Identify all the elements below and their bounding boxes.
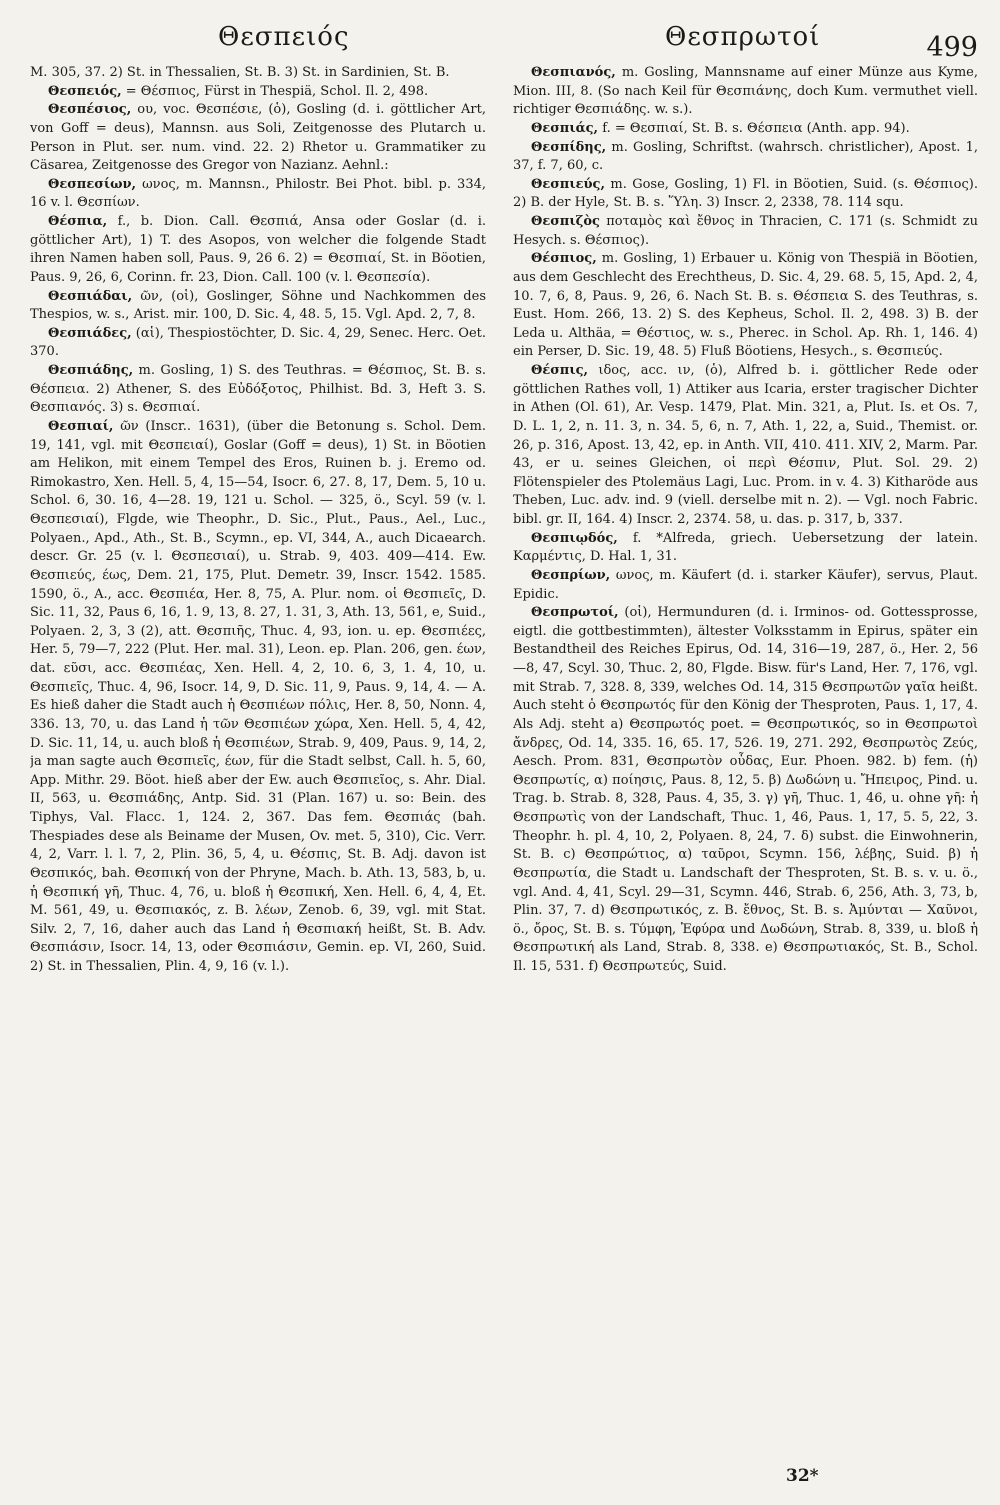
- entry-text: ῶν, (οἱ), Goslinger, Söhne und Nachkommen des Thespios, w. s., Arist. mir. 100, D. Sic. 4, 48. 5, 15. Vgl. Apd. 2, 7, 8.: [30, 288, 486, 323]
- dictionary-entry: [513, 567, 978, 604]
- dictionary-entry: [30, 418, 486, 977]
- dictionary-entry: [513, 139, 978, 176]
- dictionary-entry: [30, 288, 486, 325]
- entry-headword: Θεσπειός,: [48, 83, 122, 99]
- entry-headword: Θεσπιάδαι,: [48, 288, 133, 304]
- entry-headword: Θεσπιάδης,: [48, 363, 134, 378]
- entry-headword: Θεσπιῳδός,: [531, 530, 618, 546]
- dictionary-entry: [513, 176, 978, 213]
- entry-headword: Θεσπίδης,: [531, 139, 607, 155]
- entry-text: ῶν (Inscr.. 1631), (über die Betonung s. Schol. Dem. 19, 141, vgl. mit Θεσπειαί), Goslar (Goff = deus), 1) St. in Böotien am Helikon, mit einem Tempel des Eros, Ruinen b. j. Eremo od. Rimokastro, Xen. Hell. 5, 4, 15—54, Isocr. 6, 27. 8, 17, Dem. 5, 10 u. Schol. 6, 30. 16, 4—28. 19, 121 u. Schol. — 325, ö., Scyl. 59 (v. l. Θεσπεσιαί), Flgde, wie Theophr., D. Sic., Plut., Paus., Ael., Luc., Polyaen., Apd., Ath., St. B., Scymn., ep. VI, 344, A., auch Dicaearch. descr. Gr. 25 (v. l. Θεσπεσιαί), u. Strab. 9, 403. 409—414. Ew. Θεσπιεύς, έως, Dem. 21, 175, Plut. Demetr. 39, Inscr. 1542. 1585. 1590, ö., A., acc. Θεσπιέα, Her. 8, 75, A. Plur. nom. οἱ Θεσπιεῖς, D. Sic. 11, 32, Paus 6, 16, 1. 9, 13, 8. 27, 1. 31, 3, Ath. 13, 561, e, Suid., Polyaen. 2, 3, 3 (2), att. Θεσπιῆς, Thuc. 4, 93, ion. u. ep. Θεσπιέες, Her. 5, 79—7, 222 (Plut. Her. mal. 31), Leon. ep. Plan. 206, gen. έων, dat. εῦσι, acc. Θεσπιέας, Xen. Hell. 4, 2, 10. 6, 3, 1. 4, 10, u. Θεσπιεῖς, Thuc. 4, 96, Isocr. 14, 9, D. Sic. 11, 9, Paus. 9, 14, 4. — A. Es hieß daher die Stadt auch ἡ Θεσπιέων πόλις, Her. 8, 50, Nonn. 4, 336. 13, 70, u. das Land ἡ τῶν Θεσπιέων χώρα, Xen. Hell. 5, 4, 42, D. Sic. 11, 14, u. auch bloß ἡ Θεσπιέων, Strab. 9, 409, Paus. 9, 14, 2, ja man sagte auch Θεσπιεῖς, έων, für die Stadt selbst, Call. h. 5, 60, App. Mithr. 29. Böot. hieß aber der Ew. auch Θεσπιεῖος, s. Ahr. Dial. II, 563, u. Θεσπιάδης, Antp. Sid. 31 (Plan. 167) u. so: Bein. des Tiphys, Val. Flacc. 1, 124. 2, 367. Das fem. Θεσπιάς (bah. Thespiades dese als Beiname der Musen, Ov. met. 5, 310), Cic. Verr. 4, 2, Varr. l. l. 7, 2, Plin. 36, 5, 4, u. Θέσπις, St. B. Adj. davon ist Θεσπικός, bah. Θεσπική von der Phryne, Mach. b. Ath. 13, 583, b, u. ἡ Θεσπική γῆ, Thuc. 4, 76, u. bloß ἡ Θεσπική, Xen. Hell. 6, 4, 4, Et. M. 561, 49, u. Θεσπιακός, z. B. λέων, Zenob. 6, 39, vgl. mit Stat. Silv. 2, 7, 16, daher auch das Land ἡ Θεσπιακή heißt, St. B. Adv. Θεσπιάσιν, Isocr. 14, 13, oder Θεσπιάσιν, Gemin. ep. VI, 260, Suid. 2) St. in Thessalien, Plin. 4, 9, 16 (v. l.).: [30, 418, 486, 974]
- entry-headword: Θεσπιανός,: [531, 65, 616, 80]
- entry-headword: Θεσπιζὸς: [531, 214, 600, 229]
- dictionary-entry: [30, 362, 486, 418]
- entry-text: ωνος, m. Käufert (d. i. starker Käufer), servus, Plaut. Epidic.: [513, 567, 978, 602]
- entry-text: m. Gosling, 1) Erbauer u. König von Thespiä in Böotien, aus dem Geschlecht des Erechtheus, D. Sic. 4, 29. 68. 5, 15, Apd. 2, 4, 10. 7, 6, 8, Paus. 9, 26, 6. Nach St. B. s. Θέσπεια S. des Teuthras, s. Eust. Hom. 266, 13. 2) S. des Kepheus, Schol. Il. 2, 498. 3) B. der Leda u. Althäa, = Θέστιος, w. s., Pherec. in Schol. Ap. Rh. 1, 146. 4) ein Perser, D. Sic. 19, 48. 5) Fluß Böotiens, Hesych., s. Θεσπιεύς.: [513, 251, 978, 360]
- entry-text: ωνος, m. Mannsn., Philostr. Bei Phot. bibl. p. 334, 16 v. l. Θεσπίων.: [30, 176, 486, 211]
- entry-text: M. 305, 37. 2) St. in Thessalien, St. B. 3) St. in Sardinien, St. B.: [30, 65, 450, 80]
- entry-text: m. Gosling, 1) S. des Teuthras. = Θέσπιος, St. B. s. Θέσπεια. 2) Athener, S. des Εὐδόξοτος, Philhist. Bd. 3, Heft 3. S. Θεσπιανός. 3) s. Θεσπιαί.: [30, 363, 486, 416]
- entry-text: (οἱ), Hermunduren (d. i. Irminos- od. Gottessprosse, eigtl. die gottbestimmten), ältester Volksstamm in Epirus, später ein Bestandtheil des Reiches Epirus, Od. 14, 316—19, 287, ö., Her. 2, 56—8, 47, Scyl. 30, Thuc. 2, 80, Flgde. Bisw. für's Land, Her. 7, 176, vgl. mit Strab. 7, 328. 8, 339, welches Od. 14, 315 Θεσπρωτῶν γαῖα heißt. Auch steht ὁ Θεσπρωτός für den König der Thesproten, Paus. 1, 17, 4. Als Adj. steht a) Θεσπρωτός poet. = Θεσπρωτικός, so in Θεσπρωτοὶ ἄνδρες, Od. 14, 335. 16, 65. 17, 526. 19, 271. 292, Θεσπρωτὸς Ζεύς, Aesch. Prom. 831, Θεσπρωτὸν οὖδας, Eur. Phoen. 982. b) fem. (ἡ) Θεσπρωτίς, α) ποίησις, Paus. 8, 12, 5. β) Δωδώνη u. Ἤπειρος, Pind. u. Trag. b. Strab. 8, 328, Paus. 4, 35, 3. γ) γῆ, Thuc. 1, 46, u. ohne γῆ: ἡ Θεσπρωτὶς von der Landschaft, Thuc. 1, 46, Paus. 1, 17, 5. 5, 22, 3. Theophr. h. pl. 4, 10, 2, Polyaen. 8, 24, 7. δ) subst. die Einwohnerin, St. B. c) Θεσπρώτιος, α) ταῦροι, Scymn. 156, λέβης, Suid. β) ἡ Θεσπρωτία, die Stadt u. Landschaft der Thesproten, St. B. s. v. u. ö., vgl. And. 4, 41, Scyl. 29—31, Scymn. 446, Strab. 6, 256, Ath. 3, 73, b, Plin. 37, 7. d) Θεσπρωτικός, z. B. ἔθνος, St. B. s. Ἀμύνται — Χαῦνοι, ö., ὄρος, St. B. s. Τύμφη, Ἐφύρα und Δωδώνη, Strab. 8, 339, u. bloß ἡ Θεσπρωτική als Land, Strab. 8, 338. e) Θεσπρωτιακός, St. B., Schol. Il. 15, 531. f) Θεσπρωτεύς, Suid.: [513, 605, 978, 974]
- page-number: 499: [926, 32, 978, 63]
- dictionary-entry: [513, 250, 978, 362]
- entry-text: m. Gosling, Mannsname auf einer Münze aus Kyme, Mion. III, 8. (So nach Keil für Θεσπιάνης, doch Kum. vermuthet viell. richtiger Θεσπιάδης. w. s.).: [513, 65, 978, 118]
- entry-headword: Θεσπιεύς,: [531, 176, 605, 192]
- dictionary-entry: [30, 64, 486, 83]
- entry-text: f. *Alfreda, griech. Uebersetzung der latein. Καρμέντις, D. Hal. 1, 31.: [513, 530, 978, 565]
- dictionary-entry: [513, 604, 978, 977]
- entry-text: m. Gose, Gosling, 1) Fl. in Böotien, Suid. (s. Θέσπιος). 2) B. der Hyle, St. B. s. Ὕλη. 3) Inscr. 2, 2338, 78. 114 squ.: [513, 176, 978, 211]
- entry-headword: Θεσπιάς,: [531, 120, 599, 136]
- entry-text: f. = Θεσπιαί, St. B. s. Θέσπεια (Anth. app. 94).: [602, 120, 910, 136]
- entry-headword: Θεσπρωτοί,: [531, 605, 619, 621]
- dictionary-entry: [513, 213, 978, 250]
- entry-headword: Θεσπεσίων,: [48, 176, 137, 192]
- dictionary-entry: [30, 213, 486, 288]
- dictionary-entry: [30, 325, 486, 362]
- entry-headword: Θεσπέσιος,: [48, 102, 132, 118]
- entry-text: ου, voc. Θεσπέσιε, (ὁ), Gosling (d. i. göttlicher Art, von Goff = deus), Mannsn. aus Soli, Zeitgenosse des Plutarch u. Person in Plut. ser. num. vind. 22. 2) Rhetor u. Grammatiker zu Cäsarea, Zeitgenosse des Gregor von Nazianz. Aehnl.:: [30, 102, 486, 174]
- entry-headword: Θέσπις,: [531, 363, 589, 378]
- entry-headword: Θεσπρίων,: [531, 567, 611, 583]
- entry-text: ιδος, acc. ιν, (ὁ), Alfred b. i. göttlicher Rede oder göttlichen Rathes voll, 1) Attiker aus Icaria, erster tragischer Dichter in Athen (Ol. 61), Ar. Vesp. 1479, Plat. Min. 321, a, Plut. Is. et Os. 7, D. L. 1, 2, n. 11. 3, n. 34. 5, 6, n. 7, Ath. 1, 22, a, Suid., Themist. or. 26, p. 316, Apost. 13, 42, ep. in Anth. VII, 410. 411. XIV, 2, Marm. Par. 43, er u. seines Gleichen, οἱ περὶ Θέσπιν, Plut. Sol. 29. 2) Flötenspieler des Ptolemäus Lagi, Luc. Prom. in v. 4. 3) Kitharöde aus Theben, Luc. adv. ind. 9 (viell. derselbe mit n. 2). — Vgl. noch Fabric. bibl. gr. II, 164. 4) Inscr. 2, 2374. 58, u. das. p. 317, b, 337.: [513, 363, 978, 527]
- entry-headword: Θέσπια,: [48, 214, 108, 229]
- entry-headword: Θέσπιος,: [531, 251, 597, 267]
- dictionary-entry: [30, 176, 486, 213]
- entry-text: f., b. Dion. Call. Θεσπιά, Ansa oder Goslar (d. i. göttlicher Art), 1) T. des Asopos, von welcher die folgende Stadt ihren Namen haben soll, Paus. 9, 26 6. 2) = Θεσπιαί, St. in Böotien, Paus. 9, 26, 6, Corinn. fr. 23, Dion. Call. 100 (v. l. Θεσπεσία).: [30, 214, 486, 285]
- entry-text: ποταμὸς καὶ ἔθνος in Thracien, C. 171 (s. Schmidt zu Hesych. s. Θέσπιος).: [513, 214, 978, 248]
- dictionary-entry: [30, 101, 486, 176]
- entry-text: (αἱ), Thespiostöchter, D. Sic. 4, 29, Senec. Herc. Oet. 370.: [30, 325, 486, 360]
- dictionary-entry: [513, 120, 978, 139]
- left-column: [30, 64, 486, 1444]
- running-head-left: Θεσπειός: [218, 22, 350, 52]
- entry-headword: Θεσπιαί,: [48, 418, 114, 434]
- dictionary-entry: [30, 83, 486, 102]
- entry-headword: Θεσπιάδες,: [48, 325, 132, 341]
- dictionary-entry: [513, 64, 978, 120]
- entry-text: = Θέσπιος, Fürst in Thespiä, Schol. Il. 2, 498.: [125, 83, 429, 99]
- running-head-right: Θεσπρωτοί: [665, 22, 821, 52]
- dictionary-entry: [513, 530, 978, 567]
- dictionary-entry: [513, 362, 978, 530]
- signature-mark: 32*: [786, 1466, 819, 1486]
- right-column: [513, 64, 978, 1444]
- entry-text: m. Gosling, Schriftst. (wahrsch. christlicher), Apost. 1, 37, f. 7, 60, c.: [513, 139, 978, 174]
